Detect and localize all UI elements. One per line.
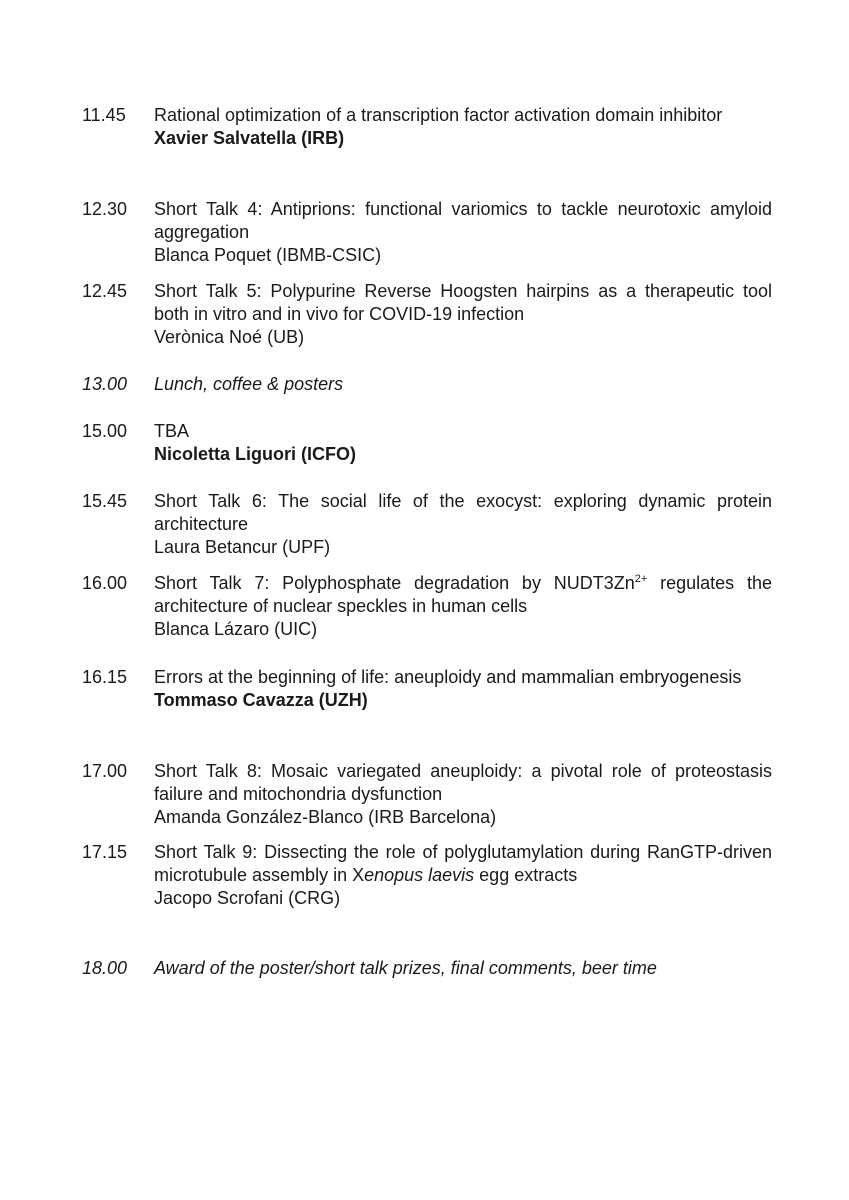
session-time: 17.15 [82, 842, 128, 862]
session-time: 12.30 [82, 199, 128, 219]
session-speaker: Laura Betancur (UPF) [154, 537, 331, 557]
session-speaker: Nicoletta Liguori (ICFO) [154, 444, 356, 464]
session-title-part: Short Talk 7: Polyphosphate degradation by NUDT3Zn [154, 573, 635, 593]
session-time: 15.00 [82, 421, 128, 441]
schedule-item-1800 [82, 957, 772, 980]
session-title: Rational optimization of a transcription factor activation domain inhibitor [154, 105, 723, 125]
schedule-item-1230 [82, 198, 772, 267]
session-speaker: Tommaso Cavazza (UZH) [154, 690, 368, 710]
schedule-item-1700 [82, 760, 772, 829]
schedule-item-1145 [82, 104, 772, 150]
session-time: 17.00 [82, 761, 128, 781]
session-speaker: Amanda González-Blanco (IRB Barcelona) [154, 807, 497, 827]
schedule-item-1715 [82, 841, 772, 910]
session-content [154, 957, 772, 980]
session-content [154, 104, 772, 150]
session-title: Short Talk 4: Antiprions: functional variomics to tackle neurotoxic amyloid aggregation [154, 199, 772, 242]
session-title [154, 841, 772, 887]
session-content [154, 760, 772, 829]
session-title: Errors at the beginning of life: aneuploidy and mammalian embryogenesis [154, 667, 742, 687]
schedule-item-1245 [82, 280, 772, 349]
session-time: 11.45 [82, 105, 126, 125]
session-time: 16.15 [82, 667, 128, 687]
session-content [154, 198, 772, 267]
schedule-item-1615 [82, 666, 772, 712]
session-title-part: egg extracts [474, 865, 578, 885]
session-content [154, 666, 772, 712]
session-content [154, 373, 772, 396]
schedule-item-1600 [82, 572, 772, 641]
session-title: Short Talk 6: The social life of the exocyst: exploring dynamic protein architecture [154, 491, 772, 534]
session-title-superscript: 2+ [634, 573, 648, 585]
schedule-item-1300 [82, 373, 772, 396]
session-content [154, 420, 772, 466]
session-time: 12.45 [82, 281, 128, 301]
session-title: Short Talk 5: Polypurine Reverse Hoogsten hairpins as a therapeutic tool both in vitro and in vivo for COVID-19 infection [154, 281, 772, 324]
schedule-item-1500 [82, 420, 772, 466]
session-speaker: Blanca Poquet (IBMB-CSIC) [154, 245, 382, 265]
session-title: Short Talk 8: Mosaic variegated aneuploidy: a pivotal role of proteostasis failure and mitochondria dysfunction [154, 761, 772, 804]
session-speaker: Verònica Noé (UB) [154, 327, 305, 347]
session-speaker: Blanca Lázaro (UIC) [154, 619, 318, 639]
schedule-item-1545 [82, 490, 772, 559]
session-time: 16.00 [82, 573, 128, 593]
session-speaker: Jacopo Scrofani (CRG) [154, 888, 341, 908]
session-content [154, 841, 772, 910]
session-title-part: Short Talk 9: Dissecting the role of polyglutamylation during RanGTP-driven microtubule assembly in X [154, 842, 772, 885]
session-title-italic: enopus laevis [364, 865, 475, 885]
session-time: 18.00 [82, 958, 128, 978]
session-title: Award of the poster/short talk prizes, final comments, beer time [154, 958, 657, 978]
session-speaker: Xavier Salvatella (IRB) [154, 128, 345, 148]
session-title: Lunch, coffee & posters [154, 374, 344, 394]
session-title-part: regulates the architecture of nuclear speckles in human cells [154, 573, 772, 616]
session-content [154, 280, 772, 349]
session-time: 15.45 [82, 491, 128, 511]
session-title: TBA [154, 421, 190, 441]
session-title [154, 572, 772, 618]
session-time: 13.00 [82, 374, 128, 394]
session-content [154, 490, 772, 559]
session-content [154, 572, 772, 641]
